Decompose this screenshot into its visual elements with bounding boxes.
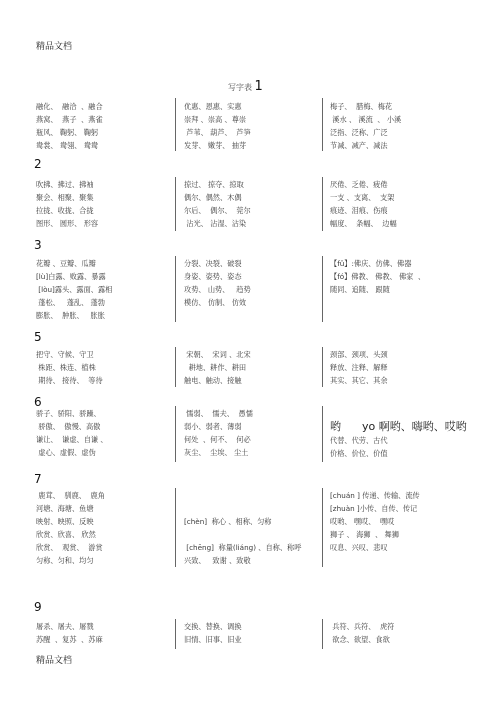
word-line: 把守、守候、守卫 bbox=[36, 350, 94, 359]
word-line: 屠杀、屠夫、屠戮 bbox=[36, 622, 94, 631]
column-divider bbox=[322, 98, 323, 151]
word-line: 拉拢、收拢、合拢 bbox=[36, 206, 94, 215]
word-cell-c1 bbox=[36, 348, 103, 387]
word-line: 欣赏、 观赏、 游赏 bbox=[36, 543, 103, 552]
word-cell-c2 bbox=[184, 489, 301, 567]
word-line: 耕地、耕作、耕田 bbox=[184, 363, 247, 372]
word-line: 芦苇、 葫芦、 芦笋 bbox=[184, 128, 251, 137]
word-line: 弱小、弱者、薄弱 bbox=[184, 422, 242, 431]
title-number: 1 bbox=[254, 79, 263, 94]
word-line: 河塘、海塘、鱼塘 bbox=[36, 504, 94, 513]
word-line: 宋朝、 宋词 、北宋 bbox=[184, 350, 251, 359]
word-cell-c1 bbox=[36, 178, 98, 230]
word-line: 幅度、 条幅、 边幅 bbox=[330, 219, 397, 228]
word-line: 花瓣 、豆瓣、瓜瓣 bbox=[36, 259, 96, 268]
page-header: 精品文档 bbox=[36, 42, 73, 52]
word-line: 鸯裳、 鸯翎、 鸯鸯 bbox=[36, 141, 99, 150]
word-line: 发芽、 嫩芽、 抽芽 bbox=[184, 141, 247, 150]
word-cell-c3 bbox=[330, 100, 401, 152]
word-line: 分裂、决裂、破裂 bbox=[184, 259, 242, 268]
word-line: 旧情、旧事、旧业 bbox=[184, 635, 242, 644]
word-line: 哟 yo 啊哟、嗨哟、哎哟 bbox=[330, 420, 467, 433]
column-divider bbox=[322, 619, 323, 649]
word-line: 膨胀、 肿胀、 胀胀 bbox=[36, 311, 105, 320]
word-line: 期待、 接待、 等待 bbox=[36, 376, 103, 385]
column-divider bbox=[322, 256, 323, 322]
word-line: 株距、株连、植株 bbox=[36, 363, 96, 372]
word-cell-c1 bbox=[36, 489, 105, 567]
word-cell-c1 bbox=[36, 100, 103, 152]
word-line: [chēng] 称量(liáng) 、自称、称呼 bbox=[184, 543, 302, 552]
word-line: 谦让、 谦虚、自谦 、 bbox=[36, 435, 108, 444]
word-line: [lòu]露头、露面、露相 bbox=[36, 285, 113, 294]
word-cell-c3 bbox=[330, 620, 394, 646]
word-cell-c2 bbox=[184, 407, 253, 459]
word-line: [zhuàn ]小传、自传、传记 bbox=[330, 504, 418, 513]
word-line: 身姿、姿势、姿态 bbox=[184, 272, 242, 281]
word-line: 【fó】佛教、 佛教、 佛家 、 bbox=[330, 272, 426, 281]
word-cell-c3 bbox=[330, 489, 420, 554]
column-divider bbox=[175, 619, 176, 649]
word-line: 聚会、相聚、聚集 bbox=[36, 193, 94, 202]
word-line: 价格、价位、价值 bbox=[330, 449, 388, 458]
title-label: 写字表 bbox=[228, 83, 252, 92]
word-line bbox=[330, 407, 467, 420]
column-divider bbox=[175, 488, 176, 567]
word-line: [chuán ] 传递、传输、流传 bbox=[330, 491, 420, 500]
word-cell-c3 bbox=[330, 348, 388, 387]
word-line: 鹿茸、 驯鹿、 鹿角 bbox=[36, 491, 105, 500]
word-line: 其实、其它、其余 bbox=[330, 376, 388, 385]
word-line: 匀称、匀和、均匀 bbox=[36, 556, 94, 565]
column-divider bbox=[175, 347, 176, 387]
column-divider bbox=[322, 347, 323, 387]
word-line: 溪水 、 溪流 、 小溪 bbox=[330, 115, 402, 124]
word-line: 痕迹、泪痕、伤痕 bbox=[330, 206, 388, 215]
word-cell-c1 bbox=[36, 620, 103, 646]
word-line: 蓬松、 蓬乱、 蓬勃 bbox=[36, 298, 105, 307]
word-cell-c2 bbox=[184, 620, 242, 646]
word-line: 兵符、兵符、 虎符 bbox=[330, 622, 395, 631]
word-line: 图形、 圆形、 形容 bbox=[36, 219, 99, 228]
section-number: 3 bbox=[34, 238, 42, 252]
word-line: [chèn] 称心 、相称、匀称 bbox=[184, 517, 272, 526]
word-line: 交换、替换、调换 bbox=[184, 622, 242, 631]
word-line: 沾光、 沾湿、沾染 bbox=[184, 219, 247, 228]
page-title bbox=[228, 79, 263, 94]
word-line: 释放、注释、解释 bbox=[330, 363, 388, 372]
word-line: 欣赏、欣喜、 欣然 bbox=[36, 530, 96, 539]
word-cell-c2 bbox=[184, 348, 251, 387]
word-cell-c3 bbox=[330, 407, 467, 460]
word-line: 苏醒 、复苏 、苏麻 bbox=[36, 635, 103, 644]
word-line: 颈部、颈项、头颈 bbox=[330, 350, 388, 359]
word-cell-c2 bbox=[184, 257, 251, 309]
section-number: 6 bbox=[34, 395, 42, 409]
word-line: 燕窝、 燕子 、燕雀 bbox=[36, 115, 103, 124]
word-line: 模仿、 仿制、 仿效 bbox=[184, 298, 247, 307]
word-cell-c1 bbox=[36, 257, 112, 322]
word-line: 懦弱、 懦夫、 愚懦 bbox=[184, 409, 253, 418]
word-line: 崇拜 、崇高 、尊崇 bbox=[184, 115, 247, 124]
word-line bbox=[184, 489, 301, 502]
section-number: 9 bbox=[34, 600, 42, 614]
word-line: 代替、代劳、古代 bbox=[330, 436, 388, 445]
column-divider bbox=[175, 406, 176, 462]
word-line bbox=[184, 502, 301, 515]
word-line: 【fǔ】:佛庆、仿佛、佛器 bbox=[330, 259, 412, 268]
word-line: 节减、减产、减法 bbox=[330, 141, 388, 150]
word-line: [lù]白露、败露、暴露 bbox=[36, 272, 106, 281]
column-divider bbox=[322, 177, 323, 231]
word-cell-c1 bbox=[36, 407, 108, 459]
word-line: 兴致、 致谢 、致敬 bbox=[184, 556, 251, 565]
word-line: 泛指、泛称、广泛 bbox=[330, 128, 388, 137]
word-cell-c3 bbox=[330, 178, 397, 230]
section-number: 5 bbox=[34, 330, 42, 344]
word-line: 优惠、恩惠、实惠 bbox=[184, 102, 242, 111]
word-line: 吹拂、拂过、拂袖 bbox=[36, 180, 94, 189]
word-line: 哎哟、 嘿哎、 嘿哎 bbox=[330, 517, 395, 526]
word-line: 虚心、虚假、虚伪 bbox=[36, 448, 96, 457]
word-line: 骄傲、 傲慢、高傲 bbox=[36, 422, 101, 431]
column-divider bbox=[322, 406, 323, 462]
word-line: 随同、追随、 跟随 bbox=[330, 285, 390, 294]
word-cell-c2 bbox=[184, 178, 251, 230]
word-line: 欲念、欲望、食欲 bbox=[330, 635, 390, 644]
word-line: 尔后、 偶尔、 莞尔 bbox=[184, 206, 251, 215]
section-number: 7 bbox=[34, 472, 42, 486]
word-line bbox=[184, 528, 301, 541]
word-line: 掠过、 掠夺、掠取 bbox=[184, 180, 244, 189]
word-line: 骄子、骄阳、骄躁、 bbox=[36, 409, 101, 418]
word-line: 叹息、兴叹、悲叹 bbox=[330, 543, 388, 552]
column-divider bbox=[175, 98, 176, 151]
section-number: 2 bbox=[34, 157, 42, 171]
word-cell-c3 bbox=[330, 257, 425, 296]
column-divider bbox=[322, 488, 323, 567]
word-line: 狮子 、 海狮 、 舞狮 bbox=[330, 530, 399, 539]
word-line: 一支 、支离、 支架 bbox=[330, 193, 395, 202]
word-line: 攻势、 山势、 趋势 bbox=[184, 285, 251, 294]
word-line: 触电、触动、接触 bbox=[184, 376, 242, 385]
word-line: 偶尔、偶然、木偶 bbox=[184, 193, 242, 202]
column-divider bbox=[175, 256, 176, 322]
page-footer: 精品文档 bbox=[36, 656, 73, 666]
word-line: 梅子、 腊梅、梅花 bbox=[330, 102, 393, 111]
column-divider bbox=[175, 177, 176, 231]
word-line: 瓶风、 鞠躬、 鞠躬 bbox=[36, 128, 99, 137]
word-line: 映射、映照、反映 bbox=[36, 517, 94, 526]
word-line: 融化、 融洽 、融合 bbox=[36, 102, 103, 111]
word-cell-c2 bbox=[184, 100, 251, 152]
word-line: 何处 、何不、 何必 bbox=[184, 435, 251, 444]
word-line: 厌倦、乏倦、疲倦 bbox=[330, 180, 388, 189]
word-line: 灰尘、 尘埃、 尘土 bbox=[184, 448, 249, 457]
